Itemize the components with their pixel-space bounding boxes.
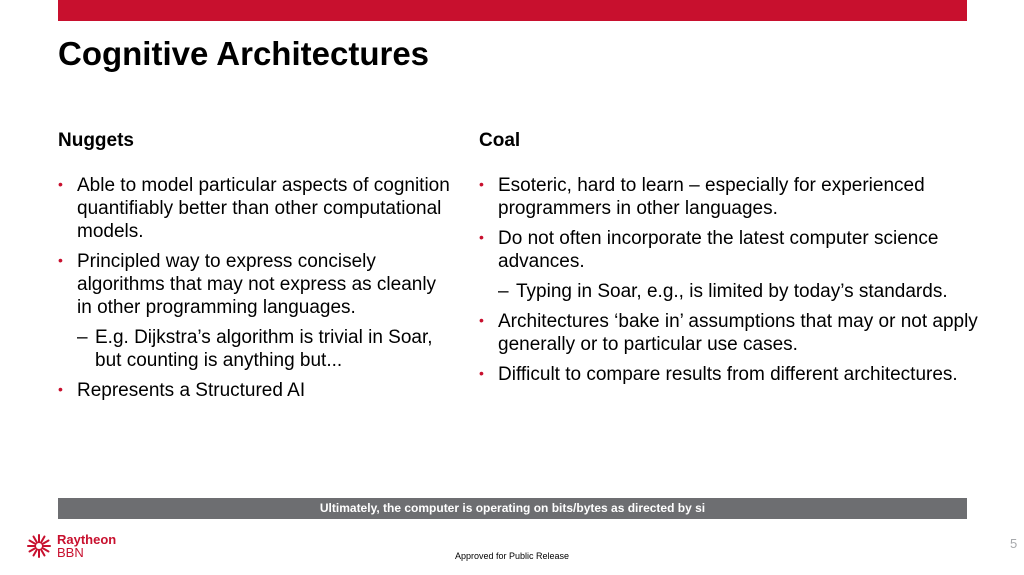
bullet-text: Represents a Structured AI bbox=[77, 380, 306, 401]
nuggets-list-continued bbox=[58, 379, 453, 402]
sub-bullet-text: E.g. Dijkstra’s algorithm is trivial in Soar, but counting is anything but... bbox=[95, 327, 433, 371]
bullet-text: Do not often incorporate the latest computer science advances. bbox=[498, 228, 939, 272]
logo-wordmark-bbn: BBN bbox=[57, 545, 84, 560]
dash-icon: – bbox=[498, 281, 509, 302]
bullet-text: Difficult to compare results from different architectures. bbox=[498, 364, 958, 385]
nuggets-heading: Nuggets bbox=[58, 130, 134, 151]
page-number: 5 bbox=[1010, 536, 1018, 551]
bullet-icon: • bbox=[58, 381, 63, 397]
bullet-icon: • bbox=[479, 312, 484, 328]
sub-list-item bbox=[58, 326, 453, 372]
bullet-text: Architectures ‘bake in’ assumptions that may or not apply generally or to particular use cases. bbox=[498, 311, 978, 355]
nuggets-list bbox=[58, 174, 453, 319]
bullet-icon: • bbox=[58, 252, 63, 268]
bullet-text: Esoteric, hard to learn – especially for experienced programmers in other languages. bbox=[498, 175, 925, 219]
coal-list bbox=[479, 174, 994, 273]
top-accent-bar bbox=[58, 0, 967, 21]
coal-column bbox=[479, 128, 994, 393]
list-item bbox=[479, 227, 994, 273]
takeaway-banner: Ultimately, the computer is operating on bits/bytes as directed by si bbox=[58, 498, 967, 519]
coal-list-continued bbox=[479, 310, 994, 386]
sub-list-item bbox=[479, 280, 994, 303]
coal-sub-list bbox=[479, 280, 994, 303]
list-item bbox=[479, 174, 994, 220]
bullet-icon: • bbox=[479, 365, 484, 381]
nuggets-column bbox=[58, 128, 453, 409]
bullet-icon: • bbox=[479, 229, 484, 245]
bullet-icon: • bbox=[58, 176, 63, 192]
nuggets-sub-list bbox=[58, 326, 453, 372]
bullet-text: Principled way to express concisely algorithms that may not express as cleanly in other programming languages. bbox=[77, 251, 437, 318]
list-item bbox=[58, 379, 453, 402]
slide-title: Cognitive Architectures bbox=[58, 35, 430, 72]
list-item bbox=[58, 250, 453, 319]
list-item bbox=[479, 363, 994, 386]
bullet-icon: • bbox=[479, 176, 484, 192]
dash-icon: – bbox=[77, 327, 88, 348]
bullet-text: Able to model particular aspects of cognition quantifiably better than other computational models. bbox=[77, 175, 450, 242]
list-item bbox=[58, 174, 453, 243]
release-notice: Approved for Public Release bbox=[454, 551, 570, 561]
coal-heading: Coal bbox=[479, 130, 521, 151]
logo-wordmark-raytheon: Raytheon bbox=[57, 532, 117, 547]
list-item bbox=[479, 310, 994, 356]
sub-bullet-text: Typing in Soar, e.g., is limited by today’s standards. bbox=[516, 281, 948, 302]
